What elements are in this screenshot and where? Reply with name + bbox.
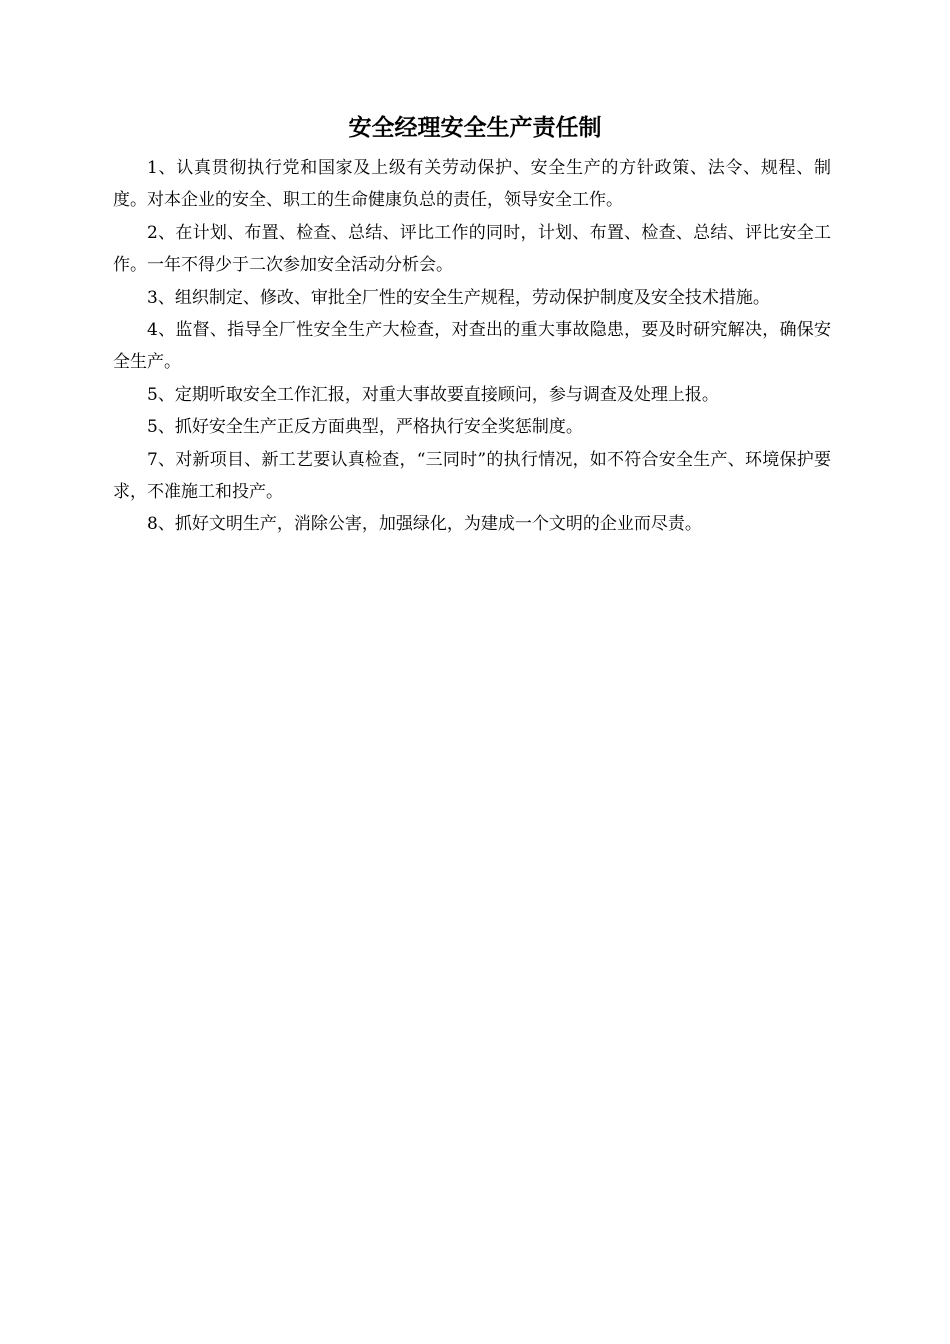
page-title: 安全经理安全生产责任制 — [348, 114, 602, 141]
paragraph-item-1: 1、认真贯彻执行党和国家及上级有关劳动保护、安全生产的方针政策、法令、规程、制度。对本企业的安全、职工的生命健康负总的责任，领导安全工作。 — [113, 158, 831, 211]
paragraph-item-6: 5、抓好安全生产正反方面典型，严格执行安全奖惩制度。 — [147, 417, 583, 438]
paragraph-item-3: 3、组织制定、修改、审批全厂性的安全生产规程，劳动保护制度及安全技术措施。 — [147, 287, 770, 308]
paragraph-item-5: 5、定期听取安全工作汇报，对重大事故要直接顾问，参与调查及处理上报。 — [147, 384, 719, 405]
document-body — [113, 152, 831, 541]
paragraph-item-7: 7、对新项目、新工艺要认真检查，“三同时”的执行情况，如不符合安全生产、环境保护要求，不准施工和投产。 — [113, 449, 831, 503]
paragraph-item-2: 2、在计划、布置、检查、总结、评比工作的同时，计划、布置、检查、总结、评比安全工作。一年不得少于二次参加安全活动分析会。 — [113, 222, 831, 276]
paragraph-item-4: 4、监督、指导全厂性安全生产大检查，对查出的重大事故隐患，要及时研究解决，确保安全生产。 — [113, 320, 831, 373]
paragraph-item-8: 8、抓好文明生产，消除公害，加强绿化，为建成一个文明的企业而尽责。 — [147, 514, 702, 535]
